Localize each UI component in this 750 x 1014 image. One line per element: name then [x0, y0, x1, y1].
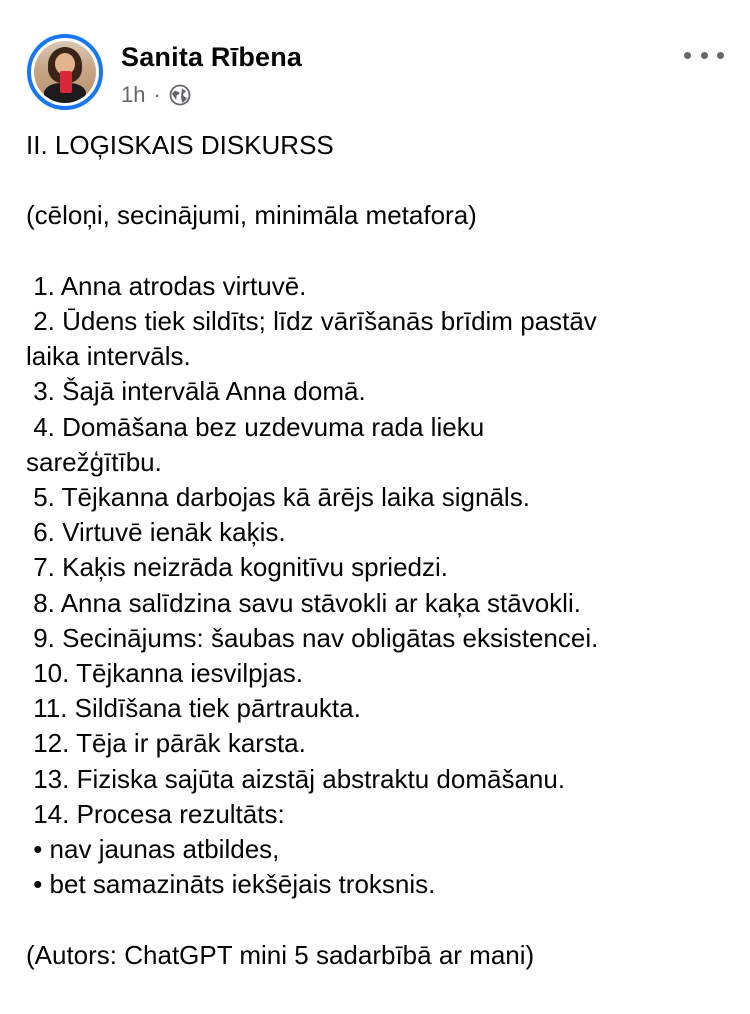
post-text-line: sarežģītību. — [26, 446, 162, 477]
post-timestamp[interactable]: 1h — [121, 82, 146, 107]
post-text-line: laika intervāls. — [26, 341, 191, 372]
post-text-line: 3. Šajā intervālā Anna domā. — [26, 376, 366, 407]
post-text-line: (Autors: ChatGPT mini 5 sadarbībā ar mani) — [26, 939, 535, 970]
post-text-line: 5. Tējkanna darbojas kā ārējs laika signāls. — [26, 482, 530, 512]
post-text-line — [26, 163, 730, 198]
meta-separator: · — [153, 82, 161, 107]
post-text-line: 4. Domāšana bez uzdevuma rada lieku — [26, 411, 485, 442]
author-name[interactable]: Sanita Rībena — [121, 42, 303, 72]
post-text-line — [26, 234, 730, 269]
globe-icon[interactable] — [169, 84, 191, 106]
avatar[interactable] — [34, 41, 96, 103]
post-text-line: 11. Sildīšana tiek pārtraukta. — [26, 693, 361, 724]
more-horizontal-icon-dot — [684, 52, 691, 59]
post-meta — [121, 81, 191, 109]
more-options-button[interactable] — [684, 44, 724, 66]
more-horizontal-icon-dot — [717, 52, 724, 59]
post-text — [26, 128, 730, 973]
post-text-line: 2. Ūdens tiek sildīts; līdz vārīšanās brīdim pastāv — [26, 305, 597, 336]
post-text-line: 13. Fiziska sajūta aizstāj abstraktu domāšanu. — [26, 763, 566, 794]
post-text-line: 8. Anna salīdzina savu stāvokli ar kaķa stāvokli. — [26, 587, 581, 618]
post-text-line: 12. Tēja ir pārāk karsta. — [26, 728, 306, 759]
post-text-line: • bet samazināts iekšējais troksnis. — [26, 869, 436, 900]
post-text-line: 1. Anna atrodas virtuvē. — [26, 270, 307, 301]
post-text-line — [26, 902, 730, 937]
post-text-line: (cēloņi, secinājumi, minimāla metafora) — [26, 200, 477, 231]
post-header — [0, 0, 750, 120]
post-text-line: 10. Tējkanna iesvilpjas. — [26, 658, 304, 689]
post-text-line: II. LOĢISKAIS DISKURSS — [26, 130, 334, 160]
author-avatar-story-ring[interactable] — [27, 34, 103, 110]
more-horizontal-icon-dot — [701, 52, 708, 59]
post-text-line: 6. Virtuvē ienāk kaķis. — [26, 517, 286, 548]
post-text-line: • nav jaunas atbildes, — [26, 834, 280, 865]
avatar-phone — [60, 71, 72, 93]
post-text-line: 14. Procesa rezultāts: — [26, 798, 285, 829]
post-text-line: 7. Kaķis neizrāda kognitīvu spriedzi. — [26, 552, 448, 583]
post-text-line: 9. Secinājums: šaubas nav obligātas eksistencei. — [26, 622, 599, 653]
